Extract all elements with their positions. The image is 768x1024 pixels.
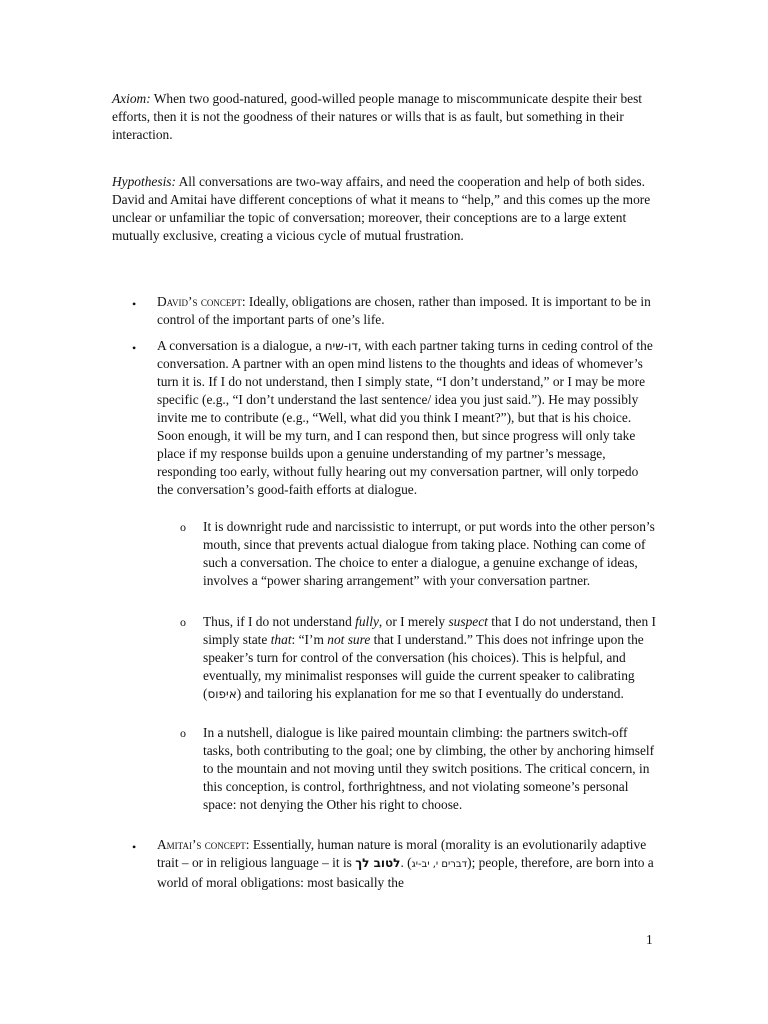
emphasis-not-sure: not sure (327, 632, 371, 647)
amitais-concept-text: : Essentially, human nature is moral (morality is an evolutionarily adaptive trait – or in religious language – it is (157, 837, 647, 870)
hebrew-citation: דברים י, יב-יג (411, 859, 468, 870)
hypothesis-paragraph (112, 173, 652, 245)
sub-item-text: that I do not understand, then I simply state (203, 614, 656, 647)
dialogue-text-1: A conversation is a dialogue, a (157, 338, 325, 353)
sub-item-text: In a nutshell, dialogue is like paired mountain climbing: the partners switch-off tasks, both contributing to the goal; one by climbing, the other by anchoring himself to the mountain and not moving until they switch positions. The critical concern, in this conception, is control, forthrightness, and not violating someone’s personal space: not denying the Other his right to choose. (203, 725, 655, 812)
axiom-label: Axiom: (112, 91, 151, 106)
davids-concept-heading: David’s concept (157, 294, 242, 309)
davids-concept-item (157, 293, 657, 329)
conversation-dialogue-item (157, 337, 657, 499)
sub-item-text: , or I merely (378, 614, 449, 629)
sub-item-text: It is downright rude and narcissistic to interrupt, or put words into the other person’s mouth, since that prevents actual dialogue from taking place. Nothing can come of such a conversation. The choice to enter a dialogue, a genuine exchange of ideas, involves a “power sharing arrangement” with your conversation partner. (203, 519, 655, 588)
dialogue-text-2: , with each partner taking turns in ceding control of the conversation. A partner with an open mind listens to the thoughts and ideas of whomever’s turn it is. If I do not understand, then I simply state, “I don’t understand,” or I may be more specific (e.g., “I don’t understand the last sentence/ idea you just said.”). He may possibly invite me to contribute (e.g., “Well, what did you think I meant?”), but that is his choice. Soon enough, it will be my turn, and I can respond then, but since progress will only take place if my response builds upon a genuine understanding of my partner’s message, responding too early, without fully hearing out my conversation partner, will only torpedo the conversation’s good-faith efforts at dialogue. (157, 338, 653, 497)
bullet-marker: • (132, 341, 137, 355)
bullet-marker: • (132, 297, 137, 311)
amitais-concept-heading: Amitai’s concept (157, 837, 246, 852)
davids-concept-text: : Ideally, obligations are chosen, rather than imposed. It is important to be in control of the important parts of one’s life. (157, 294, 651, 327)
page-number: 1 (646, 932, 653, 947)
sub-bullet-marker: o (180, 726, 186, 740)
emphasis-suspect: suspect (448, 614, 488, 629)
bullet-marker: • (132, 840, 137, 854)
emphasis-fully: fully (355, 614, 379, 629)
hebrew-dialogue-term: דו-שיח (324, 339, 358, 353)
axiom-text: When two good-natured, good-willed people manage to miscommunicate despite their best efforts, then it is not the goodness of their natures or wills that is as fault, but something in their interaction. (112, 91, 643, 142)
sub-item-text: : “I’m (291, 632, 328, 647)
amitais-concept-item (157, 836, 657, 892)
amitais-concept-text: ); people, therefore, are born into a world of moral obligations: most basically the (157, 855, 654, 890)
sub-item-text: that I understand.” This does not infringe upon the speaker’s turn for control of the conversation (his choices). This is helpful, and eventually, my minimalist responses will guide the current speaker to calibrating ( (203, 632, 644, 701)
sub-item-mountain-climbing (203, 724, 659, 814)
sub-item-rude-interrupt (203, 518, 659, 590)
sub-bullet-marker: o (180, 615, 186, 629)
sub-item-not-sure (203, 613, 659, 703)
hypothesis-text: All conversations are two-way affairs, and need the cooperation and help of both sides. David and Amitai have different conceptions of what it means to “help,” and this comes up the more unclear or unfamiliar the topic of conversation; moreover, their conceptions are to a large extent mutually exclusive, creating a vicious cycle of mutual frustration. (112, 174, 651, 243)
hypothesis-label: Hypothesis: (112, 174, 176, 189)
amitais-concept-text: . ( (400, 855, 412, 870)
emphasis-that: that (270, 632, 292, 647)
hebrew-calibrating-term: איפוס (207, 687, 237, 701)
sub-bullet-marker: o (180, 520, 186, 534)
hebrew-quote: לטוב לך (355, 856, 401, 870)
axiom-paragraph (112, 90, 652, 144)
sub-item-text: ) and tailoring his explanation for me so that I eventually do understand. (236, 686, 624, 701)
sub-item-text: Thus, if I do not understand (203, 614, 356, 629)
